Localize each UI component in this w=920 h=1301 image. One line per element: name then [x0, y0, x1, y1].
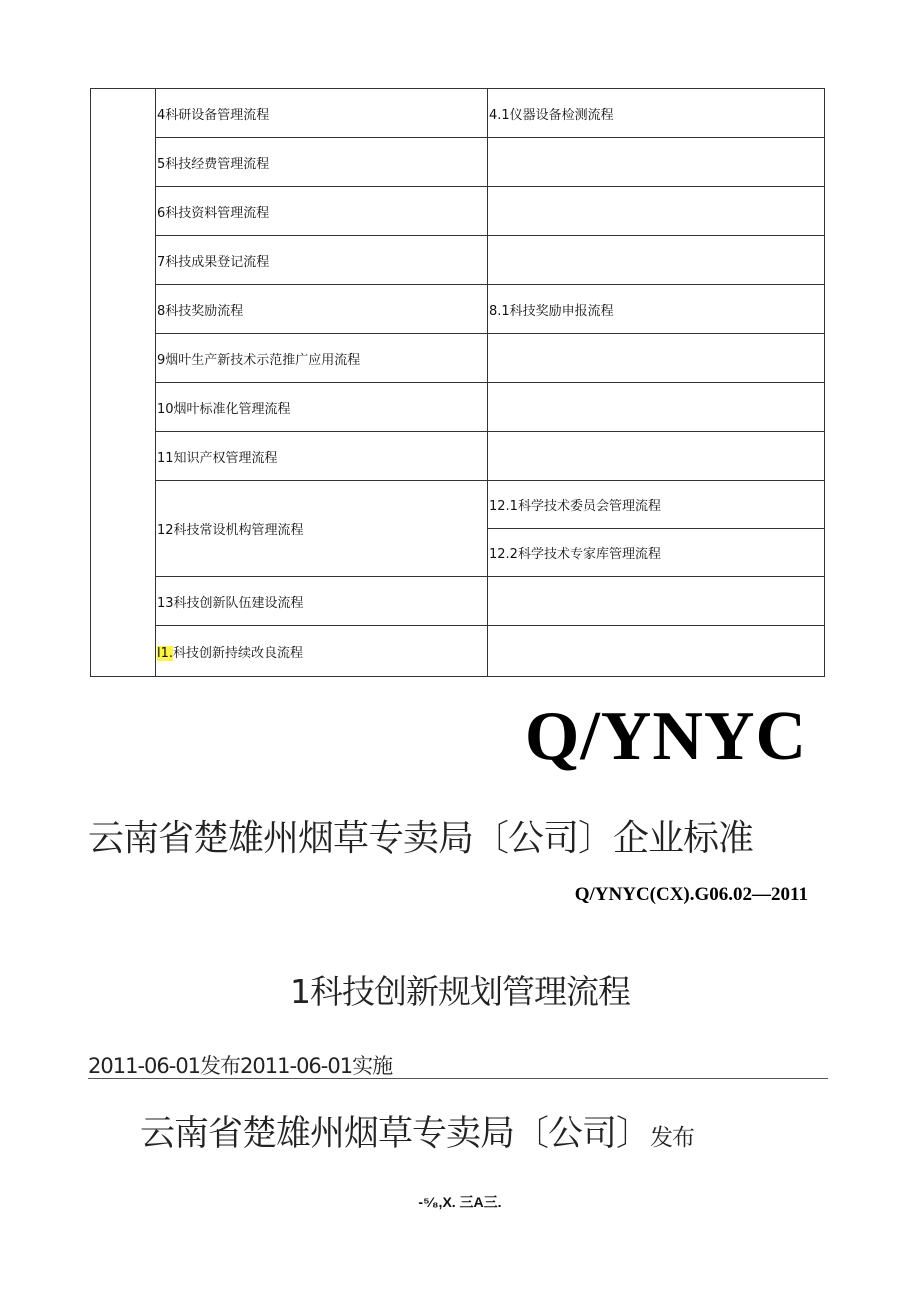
table-row [91, 334, 825, 383]
process-cell: 7科技成果登记流程 [156, 236, 488, 285]
standard-number: Q/YNYC(CX).G06.02—2011 [574, 884, 808, 905]
document-title: 1科技创新规划管理流程 [290, 972, 630, 1011]
table-row [91, 481, 825, 529]
table-row [91, 89, 825, 138]
footer-mark: -⁵⁄₈,X. 三A三. [418, 1194, 502, 1210]
subprocess-cell [488, 187, 825, 236]
table-row [91, 138, 825, 187]
table-row [91, 285, 825, 334]
table-row [91, 432, 825, 481]
publisher-name: 云南省楚雄州烟草专卖局〔公司〕 [140, 1114, 651, 1154]
process-cell: 4科研设备管理流程 [156, 89, 488, 138]
process-cell: 13科技创新队伍建设流程 [156, 577, 488, 626]
highlighted-prefix: l1. [157, 645, 174, 661]
process-table [90, 88, 825, 677]
publisher-suffix: 发布 [650, 1125, 695, 1151]
subprocess-cell [488, 626, 825, 677]
subprocess-cell [488, 138, 825, 187]
subprocess-cell [488, 236, 825, 285]
process-cell: 12科技常设机构管理流程 [156, 481, 488, 577]
table-row [91, 236, 825, 285]
table-row [91, 187, 825, 236]
process-cell: 8科技奖励流程 [156, 285, 488, 334]
subprocess-cell [488, 383, 825, 432]
table-row [91, 383, 825, 432]
organization-standard-title: 云南省楚雄州烟草专卖局〔公司〕企业标准 [88, 818, 754, 859]
subprocess-cell: 8.1科技奖励申报流程 [488, 285, 825, 334]
process-cell: 11知识产权管理流程 [156, 432, 488, 481]
standard-code-logo: Q/YNYC [524, 698, 807, 775]
subprocess-cell: 12.1科学技术委员会管理流程 [488, 481, 825, 529]
subprocess-cell [488, 432, 825, 481]
table-row [91, 626, 825, 677]
issue-dates: 2011-06-01发布2011-06-01实施 [88, 1054, 393, 1078]
process-cell: 5科技经费管理流程 [156, 138, 488, 187]
category-cell [91, 89, 156, 677]
process-cell: 10烟叶标准化管理流程 [156, 383, 488, 432]
process-cell [156, 626, 488, 677]
subprocess-cell [488, 577, 825, 626]
process-cell: 9烟叶生产新技术示范推广应用流程 [156, 334, 488, 383]
subprocess-cell [488, 334, 825, 383]
subprocess-cell: 4.1仪器设备检测流程 [488, 89, 825, 138]
process-label: 科技创新持续改良流程 [173, 645, 304, 661]
process-cell: 6科技资料管理流程 [156, 187, 488, 236]
divider-line [88, 1078, 828, 1079]
table-row [91, 577, 825, 626]
publisher-line [140, 1106, 694, 1156]
subprocess-cell: 12.2科学技术专家库管理流程 [488, 529, 825, 577]
